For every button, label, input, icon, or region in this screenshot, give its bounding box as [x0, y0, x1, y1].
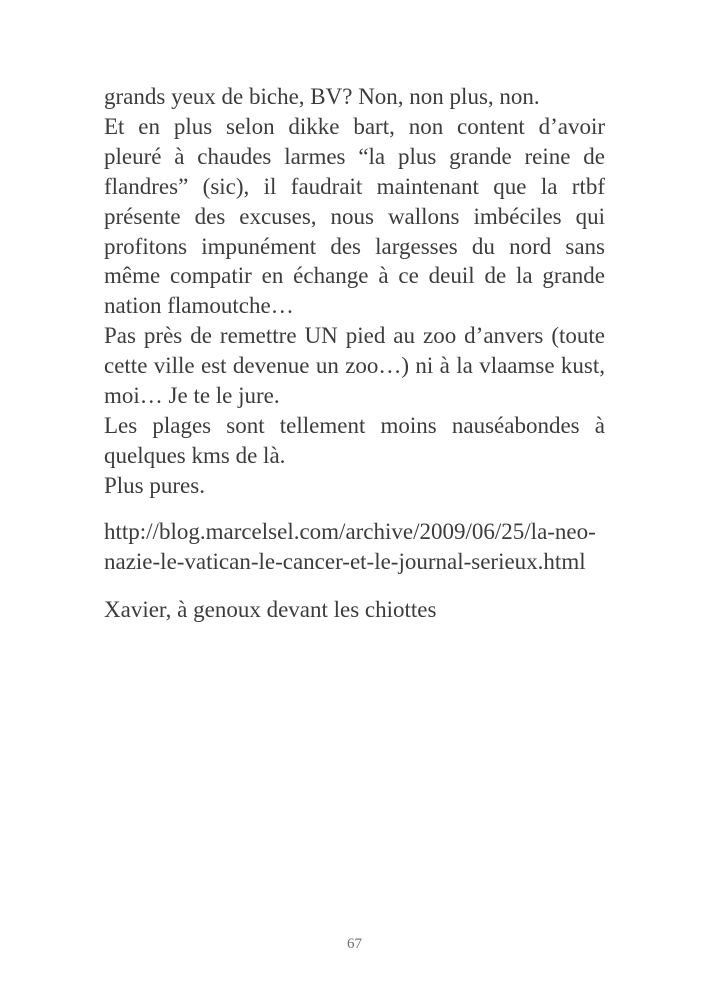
text-line: Plus pures. — [104, 472, 205, 498]
text-line: flandres” (sic), il faudrait maintenant que la rtbf — [104, 173, 605, 199]
text-line: Pas près de remettre UN pied au zoo d’anvers (toute — [104, 323, 605, 349]
text-line: Les plages sont tellement moins nauséabondes à — [104, 412, 605, 438]
paragraph — [104, 112, 605, 321]
paragraph — [104, 82, 605, 112]
paragraph-url — [104, 517, 605, 577]
url-line: http://blog.marcelsel.com/archive/2009/06/25/la-neo- — [104, 518, 596, 544]
page-text-block — [104, 82, 605, 624]
paragraph — [104, 471, 605, 501]
text-line: Xavier, à genoux devant les chiottes — [104, 596, 437, 622]
text-line: pleuré à chaudes larmes “la plus grande reine de — [104, 143, 605, 169]
text-line: même compatir en échange à ce deuil de la grande — [104, 263, 605, 289]
text-line: présente des excuses, nous wallons imbéciles qui — [104, 203, 605, 229]
url-line: nazie-le-vatican-le-cancer-et-le-journal-serieux.html — [104, 548, 586, 574]
text-line: nation flamoutche… — [104, 293, 294, 319]
text-line: moi… Je te le jure. — [104, 383, 280, 409]
paragraph — [104, 411, 605, 471]
paragraph — [104, 321, 605, 411]
paragraph-signature — [104, 595, 605, 625]
page-number: 67 — [347, 936, 362, 952]
text-line: quelques kms de là. — [104, 442, 286, 468]
text-line: grands yeux de biche, BV? Non, non plus, non. — [104, 84, 540, 109]
text-line: profitons impunément des largesses du nord sans — [104, 233, 605, 259]
text-line: cette ville est devenue un zoo…) ni à la vlaamse kust, — [104, 353, 605, 379]
text-line: Et en plus selon dikke bart, non content d’avoir — [104, 113, 605, 139]
